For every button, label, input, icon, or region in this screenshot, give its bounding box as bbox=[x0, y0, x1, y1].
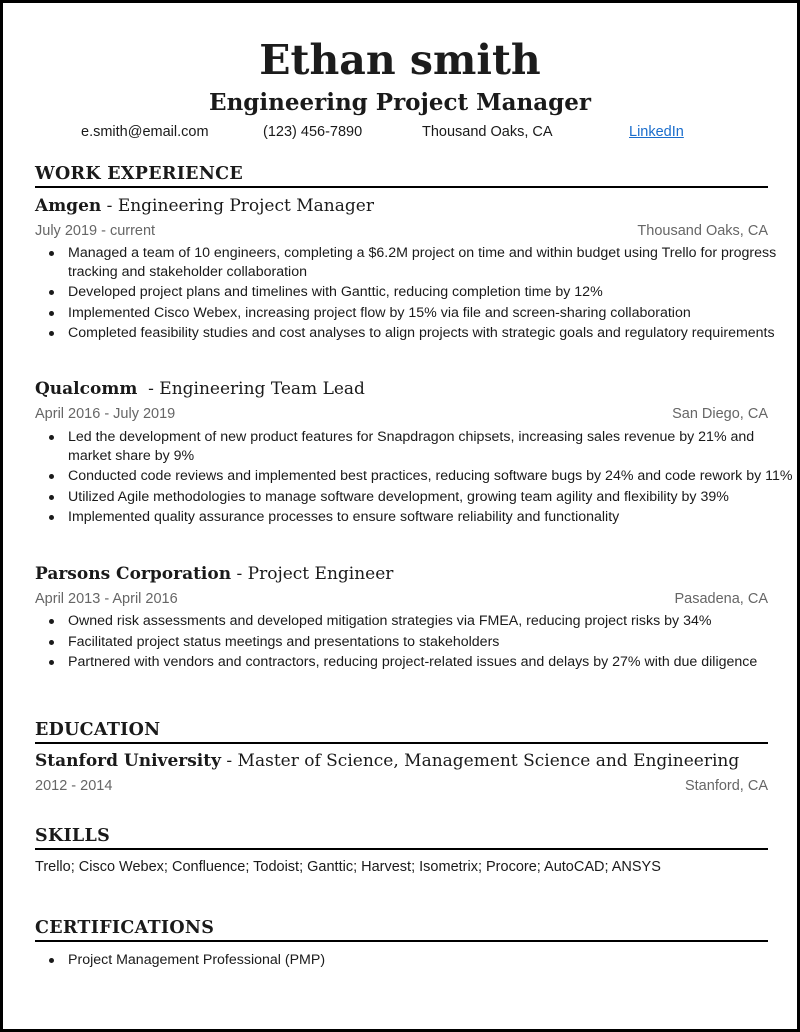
contact-bar bbox=[3, 124, 797, 144]
list-item: Owned risk assessments and developed mitigation strategies via FMEA, reducing project risks by 34% bbox=[68, 612, 800, 631]
contact-email: e.smith@email.com bbox=[81, 124, 209, 140]
education-school: Stanford University bbox=[35, 751, 221, 771]
job-bullets bbox=[35, 612, 800, 674]
job-meta bbox=[35, 406, 768, 422]
contact-location: Thousand Oaks, CA bbox=[422, 124, 553, 140]
section-certifications: CERTIFICATIONS bbox=[35, 918, 768, 942]
job-company: Qualcomm bbox=[35, 379, 138, 399]
job-header bbox=[35, 379, 770, 399]
education-degree: Master of Science, Management Science and Engineering bbox=[237, 751, 740, 771]
job-header bbox=[35, 564, 770, 584]
job-location: San Diego, CA bbox=[672, 406, 768, 422]
list-item: Partnered with vendors and contractors, reducing project-related issues and delays by 27% with due diligence bbox=[68, 653, 800, 672]
list-item: Developed project plans and timelines with Ganttic, reducing completion time by 12% bbox=[68, 283, 800, 302]
job-company: Parsons Corporation bbox=[35, 564, 232, 584]
skills-list: Trello; Cisco Webex; Confluence; Todoist; Ganttic; Harvest; Isometrix; Procore; AutoCAD; ANSYS bbox=[35, 859, 661, 875]
job-company: Amgen bbox=[35, 196, 102, 216]
job-meta bbox=[35, 223, 768, 239]
job-separator: - bbox=[236, 564, 243, 584]
education-meta bbox=[35, 778, 768, 794]
list-item: Led the development of new product features for Snapdragon chipsets, increasing sales revenue by 21% and market share by 9% bbox=[68, 428, 800, 465]
job-dates: July 2019 - current bbox=[35, 223, 156, 239]
list-item: Project Management Professional (PMP) bbox=[68, 951, 800, 970]
list-item: Facilitated project status meetings and presentations to stakeholders bbox=[68, 633, 800, 652]
job-dates: April 2013 - April 2016 bbox=[35, 591, 178, 607]
job-dates: April 2016 - July 2019 bbox=[35, 406, 176, 422]
job-bullets bbox=[35, 244, 800, 345]
job-meta bbox=[35, 591, 768, 607]
list-item: Conducted code reviews and implemented best practices, reducing software bugs by 24% and code rework by 11% bbox=[68, 467, 800, 486]
list-item: Completed feasibility studies and cost analyses to align projects with strategic goals and regulatory requirements bbox=[68, 324, 800, 343]
section-education: EDUCATION bbox=[35, 720, 768, 744]
job-separator: - bbox=[148, 379, 154, 399]
job-bullets bbox=[35, 428, 800, 529]
job-role: Project Engineer bbox=[247, 564, 394, 584]
job-header bbox=[35, 196, 770, 216]
education-dates: 2012 - 2014 bbox=[35, 778, 113, 794]
job-separator: - bbox=[106, 196, 113, 216]
linkedin-link[interactable]: LinkedIn bbox=[629, 124, 684, 140]
candidate-name: Ethan smith bbox=[259, 36, 541, 84]
job-location: Thousand Oaks, CA bbox=[637, 223, 768, 239]
candidate-title: Engineering Project Manager bbox=[209, 89, 591, 116]
job-role: Engineering Team Lead bbox=[159, 379, 365, 399]
section-skills: SKILLS bbox=[35, 826, 768, 850]
list-item: Utilized Agile methodologies to manage software development, growing team agility and flexibility by 39% bbox=[68, 488, 800, 507]
section-work-experience: WORK EXPERIENCE bbox=[35, 164, 768, 188]
education-location: Stanford, CA bbox=[684, 778, 768, 794]
contact-phone: (123) 456-7890 bbox=[263, 124, 363, 140]
list-item: Implemented Cisco Webex, increasing project flow by 15% via file and screen-sharing collaboration bbox=[68, 304, 800, 323]
list-item: Managed a team of 10 engineers, completing a $6.2M project on time and within budget using Trello for progress tracking and stakeholder collaboration bbox=[68, 244, 800, 281]
job-role: Engineering Project Manager bbox=[117, 196, 374, 216]
education-header bbox=[35, 751, 770, 771]
education-separator: - bbox=[226, 751, 233, 771]
certifications-list bbox=[35, 951, 800, 972]
job-location: Pasadena, CA bbox=[674, 591, 768, 607]
list-item: Implemented quality assurance processes to ensure software reliability and functionality bbox=[68, 508, 800, 527]
